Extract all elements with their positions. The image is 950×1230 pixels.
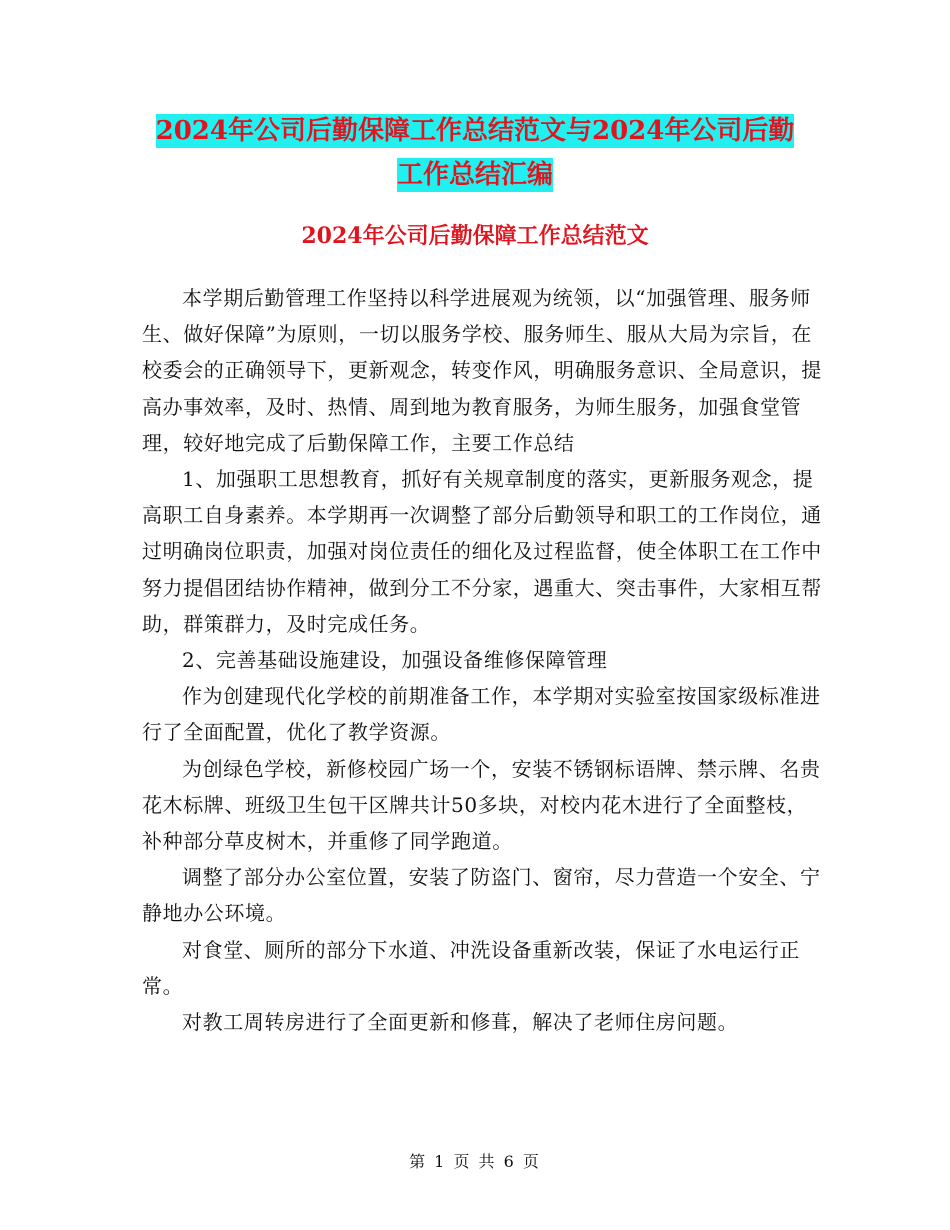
document-title-line-1 xyxy=(0,106,950,156)
page-number-footer: 第 1 页 共 6 页 xyxy=(409,1152,541,1171)
paragraph: 1、加强职工思想教育，抓好有关规章制度的落实，更新服务观念，提高职工自身素养。本学期再一次调整了部分后勤领导和职工的工作岗位，通过明确岗位职责，加强对岗位责任的细化及过程监督，使全体职工在工作中努力提倡团结协作精神，做到分工不分家，遇重大、突击事件，大家相互帮助，群策群力，及时完成任务。 xyxy=(142,467,822,636)
title-highlight: 工作总结汇编 xyxy=(396,160,553,190)
paragraph: 2、完善基础设施建设，加强设备维修保障管理 xyxy=(182,648,608,673)
paragraph: 为创绿色学校，新修校园广场一个，安装不锈钢标语牌、禁示牌、名贵花木标牌、班级卫生包干区牌共计50多块，对校内花木进行了全面整枝，补种部分草皮树木，并重修了同学跑道。 xyxy=(142,756,821,854)
section-title: 2024年公司后勤保障工作总结范文 xyxy=(301,223,649,249)
paragraph: 作为创建现代化学校的前期准备工作，本学期对实验室按国家级标准进行了全面配置，优化了教学资源。 xyxy=(142,684,821,745)
paragraph: 对食堂、厕所的部分下水道、冲洗设备重新改装，保证了水电运行正常。 xyxy=(142,937,800,998)
document-body xyxy=(142,280,822,1040)
document-title-line-2 xyxy=(0,150,950,200)
paragraph: 调整了部分办公室位置，安装了防盗门、窗帘，尽力营造一个安全、宁静地办公环境。 xyxy=(142,865,821,926)
paragraph: 对教工周转房进行了全面更新和修葺，解决了老师住房问题。 xyxy=(182,1010,739,1035)
title-highlight: 2024年公司后勤保障工作总结范文与2024年公司后勤 xyxy=(155,116,795,146)
paragraph: 本学期后勤管理工作坚持以科学进展观为统领，以“加强管理、服务师生、做好保障”为原则，一切以服务学校、服务师生、服从大局为宗旨，在校委会的正确领导下，更新观念，转变作风，明确服务意识、全局意识，提高办事效率，及时、热情、周到地为教育服务，为师生服务，加强食堂管理，较好地完成了后勤保障工作，主要工作总结 xyxy=(142,286,822,455)
